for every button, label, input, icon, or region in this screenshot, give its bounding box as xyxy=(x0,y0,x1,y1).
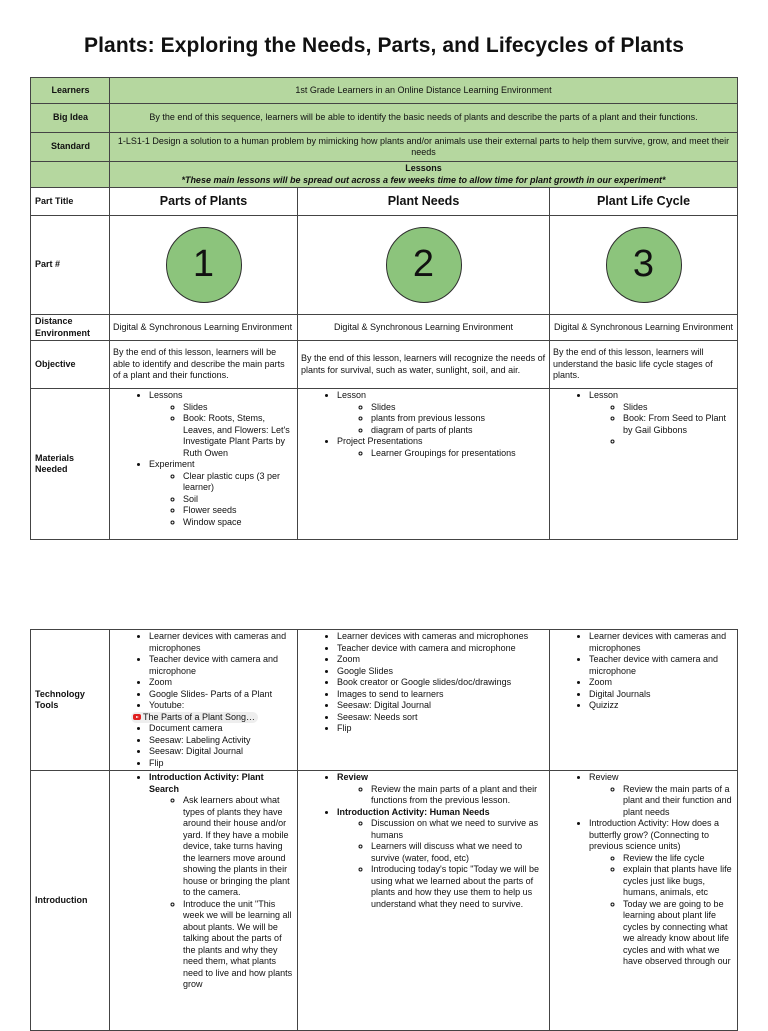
list-item: • Lesson xyxy=(589,390,734,402)
learners-row xyxy=(31,78,738,104)
youtube-icon xyxy=(133,714,141,720)
list-item: ◦ Clear plastic cups (3 per learner) xyxy=(183,471,294,494)
part-2-objective: By the end of this lesson, learners will recognize the needs of plants for survival, such as water, sunlight, soil, and air. xyxy=(298,341,550,389)
distance-label: Distance Environment xyxy=(31,315,110,341)
technology-row xyxy=(31,630,738,771)
list-item: • Experiment xyxy=(149,459,294,471)
part-1-technology xyxy=(110,630,298,771)
part-title-label: Part Title xyxy=(31,188,110,216)
list-item: • Quizizz xyxy=(589,700,734,712)
part-3-technology xyxy=(550,630,738,771)
part-1-distance: Digital & Synchronous Learning Environment xyxy=(110,315,298,341)
learners-label: Learners xyxy=(31,78,110,104)
list-item: ◦ Book: Roots, Stems, Leaves, and Flowers: Let's Investigate Plant Parts by Ruth Owen xyxy=(183,413,294,459)
list-item: • Youtube: xyxy=(149,700,294,712)
list-item: • Seesaw: Needs sort xyxy=(337,712,546,724)
objective-row xyxy=(31,341,738,389)
lessons-note: *These main lessons will be spread out across a few weeks time to allow time for plant growth in our experiment* xyxy=(181,174,666,185)
big-idea-value: By the end of this sequence, learners will be able to identify the basic needs of plants and describe the parts of a plant and their functions. xyxy=(110,104,738,133)
list-item: ◦ Review the main parts of a plant and their functions from the previous lesson. xyxy=(371,784,546,807)
introduction-label: Introduction xyxy=(31,771,110,1031)
list-item: • Zoom xyxy=(149,677,294,689)
part-2-number-circle: 2 xyxy=(386,227,462,303)
part-number-label: Part # xyxy=(31,216,110,315)
big-idea-row xyxy=(31,104,738,133)
list-item: ◦ Learner Groupings for presentations xyxy=(371,448,546,460)
part-number-row xyxy=(31,216,738,315)
list-item: • Teacher device with camera and microphone xyxy=(149,654,294,677)
lesson-overview-table xyxy=(30,77,738,540)
list-item: • Book creator or Google slides/doc/drawings xyxy=(337,677,546,689)
part-3-number-circle: 3 xyxy=(606,227,682,303)
part-1-introduction xyxy=(110,771,298,1031)
list-item xyxy=(623,436,734,448)
big-idea-label: Big Idea xyxy=(31,104,110,133)
list-item: ◦ Slides xyxy=(623,402,734,414)
learners-value: 1st Grade Learners in an Online Distance Learning Environment xyxy=(110,78,738,104)
part-3-materials xyxy=(550,389,738,540)
list-item: ◦ Ask learners about what types of plants they have around their house and/or yard. If they have a mobile device, take turns having the learners move around showing the plants in their house or bringing the plant to the camera. xyxy=(183,795,294,899)
list-item: • Learner devices with cameras and microphones xyxy=(589,631,734,654)
list-item: ◦ Introduce the unit "This week we will be learning all about plants. We will be talking about the parts of the plants and why they need them, what plants need to live and how plants grow xyxy=(183,899,294,991)
part-1-number-circle: 1 xyxy=(166,227,242,303)
list-item: ◦ Discussion on what we need to survive as humans xyxy=(371,818,546,841)
list-item: • Zoom xyxy=(589,677,734,689)
list-item: • Flip xyxy=(337,723,546,735)
list-item: • Lesson xyxy=(337,390,546,402)
page-title: Plants: Exploring the Needs, Parts, and Lifecycles of Plants xyxy=(84,34,684,57)
objective-label: Objective xyxy=(31,341,110,389)
list-item: • Introduction Activity: How does a butterfly grow? (Connecting to previous science units) xyxy=(589,818,734,853)
list-item: • Teacher device with camera and microphone xyxy=(337,643,546,655)
list-item: • Lessons xyxy=(149,390,294,402)
list-item: ◦ diagram of parts of plants xyxy=(371,425,546,437)
list-item: • Seesaw: Digital Journal xyxy=(337,700,546,712)
list-item: • Teacher device with camera and microphone xyxy=(589,654,734,677)
standard-row xyxy=(31,133,738,162)
list-item: • Seesaw: Digital Journal xyxy=(149,746,294,758)
list-item: ◦ Today we are going to be learning about plant life cycles by connecting what we already know about life cycles and with what we have observed through our xyxy=(623,899,734,968)
list-item: • Learner devices with cameras and microphones xyxy=(337,631,546,643)
list-item: ◦ Book: From Seed to Plant by Gail Gibbons xyxy=(623,413,734,436)
lessons-title: Lessons xyxy=(405,163,442,173)
list-item: ◦ Learners will discuss what we need to survive (water, food, etc) xyxy=(371,841,546,864)
lessons-heading-cell xyxy=(110,162,738,188)
part-3-objective: By the end of this lesson, learners will understand the basic life cycle stages of plants. xyxy=(550,341,738,389)
list-item: • Learner devices with cameras and microphones xyxy=(149,631,294,654)
list-item: ◦ Introducing today's topic "Today we will be using what we learned about the parts of plants and how they use them to help us understand what they need to survive. xyxy=(371,864,546,910)
part-3-title: Plant Life Cycle xyxy=(550,188,738,216)
list-item: ◦ Review the main parts of a plant and their function and plant needs xyxy=(623,784,734,819)
list-item: ◦ Flower seeds xyxy=(183,505,294,517)
list-item: ◦ Slides xyxy=(183,402,294,414)
list-item: ◦ Window space xyxy=(183,517,294,529)
part-2-introduction xyxy=(298,771,550,1031)
materials-label: Materials Needed xyxy=(31,389,110,540)
youtube-link-chip[interactable] xyxy=(131,712,258,724)
list-item: • Flip xyxy=(149,758,294,770)
lesson-details-table xyxy=(30,629,738,1031)
lessons-empty-cell xyxy=(31,162,110,188)
standard-label: Standard xyxy=(31,133,110,162)
list-item: • Images to send to learners xyxy=(337,689,546,701)
introduction-row xyxy=(31,771,738,1031)
technology-label: Technology Tools xyxy=(31,630,110,771)
part-2-distance: Digital & Synchronous Learning Environment xyxy=(298,315,550,341)
list-item: • Introduction Activity: Plant Search xyxy=(149,772,294,795)
list-item: • Review xyxy=(337,772,546,784)
list-item: • Introduction Activity: Human Needs xyxy=(337,807,546,819)
part-title-row xyxy=(31,188,738,216)
list-item: ◦ Slides xyxy=(371,402,546,414)
youtube-link-label: The Parts of a Plant Song… xyxy=(143,711,256,722)
list-item: ◦ explain that plants have life cycles just like bugs, humans, animals, etc xyxy=(623,864,734,899)
list-item: • Google Slides xyxy=(337,666,546,678)
part-3-introduction xyxy=(550,771,738,1031)
part-1-materials xyxy=(110,389,298,540)
materials-row xyxy=(31,389,738,540)
part-1-objective: By the end of this lesson, learners will be able to identify and describe the main parts of a plant and their functions. xyxy=(110,341,298,389)
list-item: • Seesaw: Labeling Activity xyxy=(149,735,294,747)
list-item: • Review xyxy=(589,772,734,784)
list-item: • Zoom xyxy=(337,654,546,666)
part-2-materials xyxy=(298,389,550,540)
list-item: ◦ Soil xyxy=(183,494,294,506)
list-item: • Digital Journals xyxy=(589,689,734,701)
part-2-title: Plant Needs xyxy=(298,188,550,216)
youtube-link-chip-row xyxy=(131,712,294,724)
part-3-distance: Digital & Synchronous Learning Environment xyxy=(550,315,738,341)
lessons-row xyxy=(31,162,738,188)
list-item: • Google Slides- Parts of a Plant xyxy=(149,689,294,701)
part-1-title: Parts of Plants xyxy=(110,188,298,216)
part-2-technology xyxy=(298,630,550,771)
distance-row xyxy=(31,315,738,341)
list-item: ◦ plants from previous lessons xyxy=(371,413,546,425)
list-item: • Project Presentations xyxy=(337,436,546,448)
list-item: ◦ Review the life cycle xyxy=(623,853,734,865)
standard-value: 1-LS1-1 Design a solution to a human problem by mimicking how plants and/or animals use their external parts to help them survive, grow, and meet their needs xyxy=(110,133,738,162)
list-item: • Document camera xyxy=(149,723,294,735)
